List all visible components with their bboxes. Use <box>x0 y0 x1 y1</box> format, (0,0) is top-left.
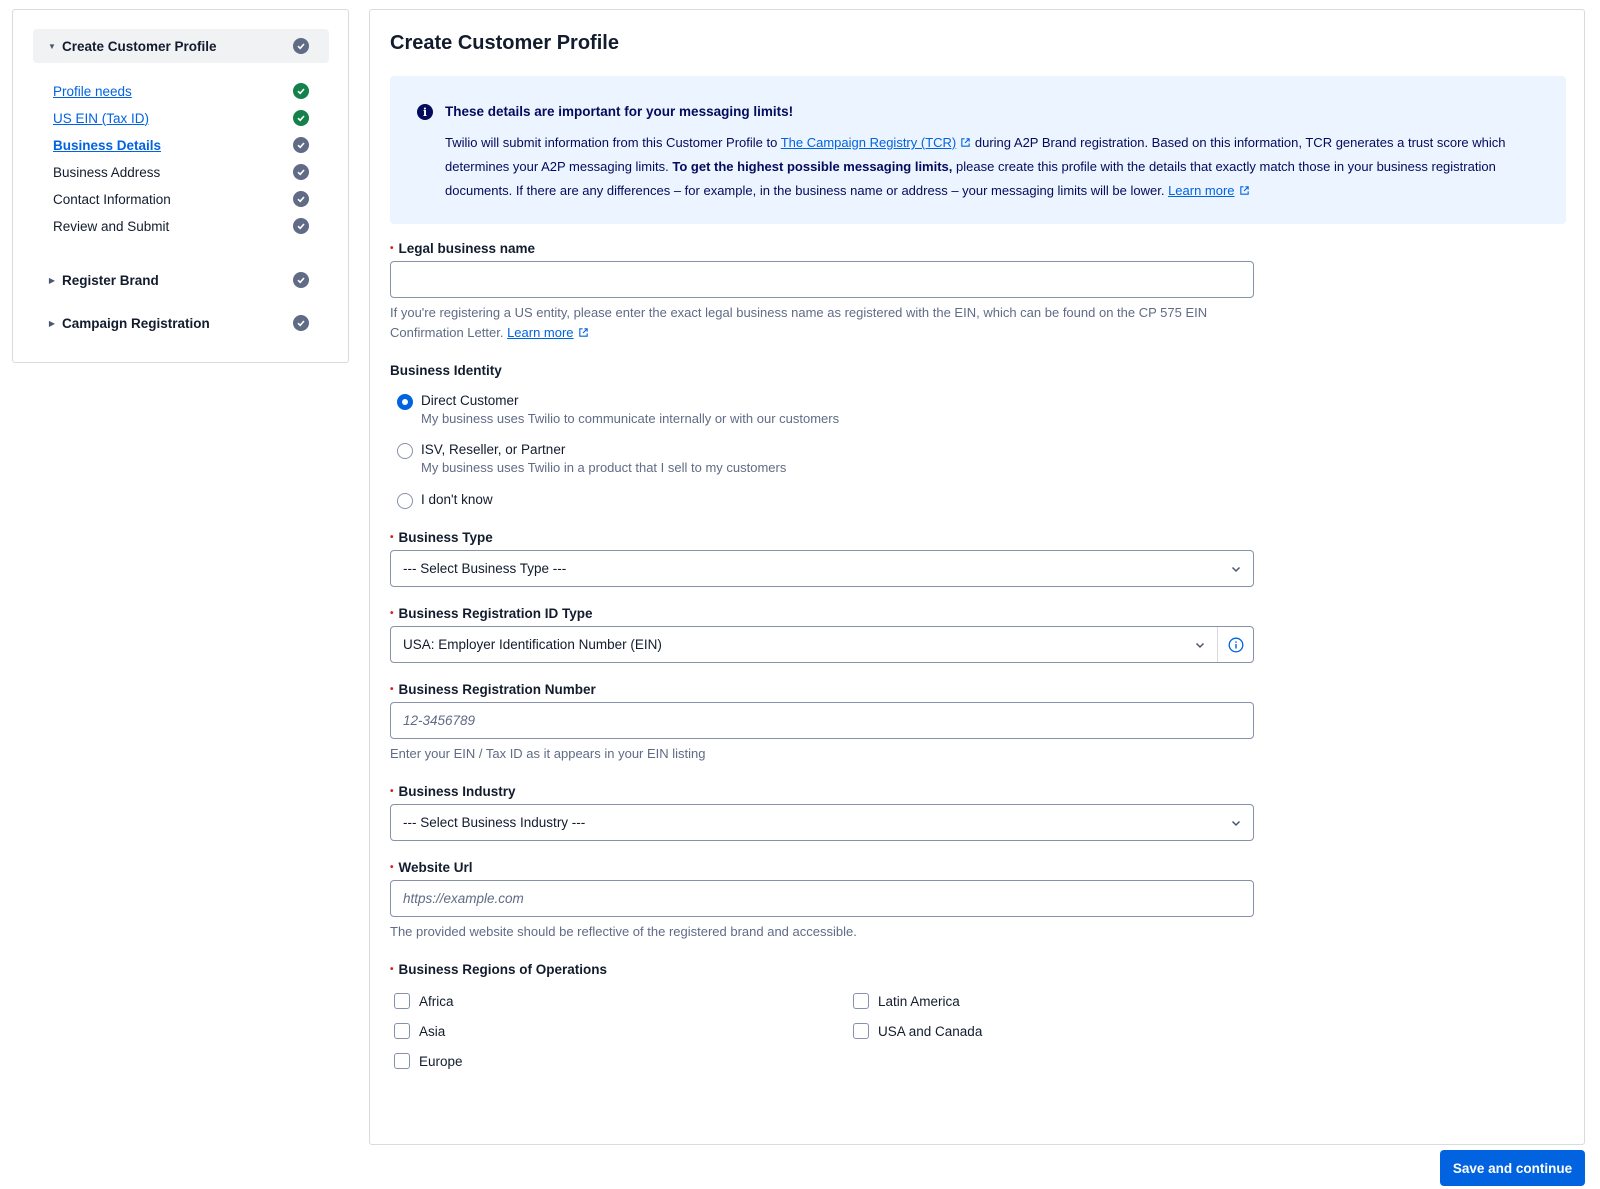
website-url-help: The provided website should be reflective of the registered brand and accessible. <box>390 924 857 939</box>
legal-name-learn-more-link[interactable]: Learn more <box>507 325 574 340</box>
checkbox-label: Africa <box>419 993 454 1009</box>
sidebar-item-us-ein[interactable]: US EIN (Tax ID) <box>53 110 150 126</box>
status-check-icon <box>293 137 309 153</box>
status-check-icon <box>293 83 309 99</box>
website-url-placeholder: https://example.com <box>403 891 524 906</box>
caret-down-icon: ▼ <box>48 41 56 51</box>
business-type-value: --- Select Business Type --- <box>403 561 567 576</box>
checkbox[interactable] <box>853 1023 869 1039</box>
checkbox[interactable] <box>394 1053 410 1069</box>
checkbox-usa-and-canada[interactable] <box>853 1023 982 1039</box>
tcr-link[interactable]: The Campaign Registry (TCR) <box>780 135 957 150</box>
sidebar-section-label: Campaign Registration <box>62 315 210 331</box>
required-marker: • <box>390 684 394 695</box>
radio-label: I don't know <box>421 492 493 507</box>
registration-id-info-button[interactable] <box>1217 627 1253 662</box>
radio-button[interactable] <box>397 493 413 509</box>
registration-number-placeholder: 12-3456789 <box>403 713 476 728</box>
sidebar-item-contact-information: Contact Information <box>53 191 171 207</box>
callout-bold-text: To get the highest possible messaging limits, <box>672 159 953 174</box>
checkbox[interactable] <box>394 1023 410 1039</box>
caret-right-icon: ▶ <box>48 275 56 285</box>
sidebar-section-label: Create Customer Profile <box>62 38 217 54</box>
business-type-select[interactable] <box>390 550 1254 587</box>
business-regions-label: • Business Regions of Operations <box>390 962 608 977</box>
save-and-continue-button[interactable]: Save and continue <box>1440 1150 1585 1186</box>
legal-business-name-label: • Legal business name <box>390 241 536 256</box>
checkbox-latin-america[interactable] <box>853 993 960 1009</box>
sidebar-item-business-address: Business Address <box>53 164 161 180</box>
status-check-icon <box>293 110 309 126</box>
messaging-limits-callout <box>390 76 1566 224</box>
business-industry-value: --- Select Business Industry --- <box>403 815 586 830</box>
registration-number-help: Enter your EIN / Tax ID as it appears in your EIN listing <box>390 746 706 761</box>
required-marker: • <box>390 608 394 619</box>
registration-id-type-label: • Business Registration ID Type <box>390 606 593 621</box>
chevron-down-icon <box>1229 562 1243 576</box>
checkbox[interactable] <box>853 993 869 1009</box>
checkbox-asia[interactable] <box>394 1023 445 1039</box>
status-check-icon <box>293 315 309 331</box>
radio-i-dont-know[interactable] <box>397 492 493 509</box>
business-industry-select[interactable] <box>390 804 1254 841</box>
checkbox-label: Asia <box>419 1023 446 1039</box>
sidebar-section-label: Register Brand <box>62 272 159 288</box>
external-link-icon <box>960 137 971 148</box>
status-check-icon <box>293 272 309 288</box>
status-check-icon <box>293 191 309 207</box>
required-marker: • <box>390 532 394 543</box>
business-type-label: • Business Type <box>390 530 493 545</box>
radio-button[interactable] <box>397 443 413 459</box>
registration-id-type-value: USA: Employer Identification Number (EIN) <box>403 637 662 652</box>
website-url-input[interactable] <box>390 880 1254 917</box>
callout-learn-more-link[interactable]: Learn more <box>1168 183 1235 198</box>
radio-button[interactable] <box>397 394 413 410</box>
legal-business-name-input[interactable] <box>390 261 1254 298</box>
legal-business-name-help: If you're registering a US entity, please enter the exact legal business name as registered with the EIN, which can be found on the CP 575 EIN Confirmation Letter. Learn more <box>390 305 1208 340</box>
checkbox-label: USA and Canada <box>878 1023 983 1039</box>
business-identity-label: Business Identity <box>390 363 502 378</box>
callout-title: These details are important for your messaging limits! <box>445 104 794 119</box>
callout-text: Twilio will submit information from this Customer Profile to <box>445 135 781 150</box>
radio-direct-customer[interactable] <box>397 393 839 426</box>
radio-description: My business uses Twilio in a product that I sell to my customers <box>421 460 787 475</box>
main-form-card <box>369 9 1585 1145</box>
sidebar-item-review-and-submit: Review and Submit <box>53 218 170 234</box>
checkbox-africa[interactable] <box>394 993 454 1009</box>
required-marker: • <box>390 243 394 254</box>
checkbox-europe[interactable] <box>394 1053 463 1069</box>
sidebar <box>12 9 349 363</box>
status-check-icon <box>293 38 309 54</box>
external-link-icon <box>578 327 589 338</box>
info-icon: i <box>417 104 433 120</box>
info-icon <box>1228 637 1244 653</box>
external-link-icon <box>1239 185 1250 196</box>
sidebar-section-create-customer-profile[interactable] <box>33 29 329 63</box>
checkbox[interactable] <box>394 993 410 1009</box>
callout-body <box>445 131 1545 203</box>
sidebar-section-register-brand[interactable] <box>33 263 329 297</box>
checkbox-label: Europe <box>419 1053 463 1069</box>
registration-number-label: • Business Registration Number <box>390 682 596 697</box>
radio-label: ISV, Reseller, or Partner <box>421 442 566 457</box>
registration-number-input[interactable] <box>390 702 1254 739</box>
status-check-icon <box>293 218 309 234</box>
callout-text: during A2P Brand registration. Based on this information, TCR generates a trust score which determines your A2P messaging limits. <box>445 135 1506 174</box>
business-industry-label: • Business Industry <box>390 784 516 799</box>
required-marker: • <box>390 786 394 797</box>
required-marker: • <box>390 964 394 975</box>
website-url-label: • Website Url <box>390 860 473 875</box>
caret-right-icon: ▶ <box>48 318 56 328</box>
chevron-down-icon <box>1229 816 1243 830</box>
sidebar-item-business-details[interactable]: Business Details <box>53 137 162 153</box>
required-marker: • <box>390 862 394 873</box>
radio-isv-reseller-partner[interactable] <box>397 442 786 475</box>
sidebar-item-profile-needs[interactable]: Profile needs <box>53 83 132 99</box>
status-check-icon <box>293 164 309 180</box>
checkbox-label: Latin America <box>878 993 960 1009</box>
radio-label: Direct Customer <box>421 393 519 408</box>
sidebar-section-campaign-registration[interactable] <box>33 306 329 340</box>
callout-text: please create this profile with the details that exactly match those in your business registration documents. If there are any differences – for example, in the business name or address – your messaging limits will be lower. <box>445 159 1496 198</box>
registration-id-type-select[interactable] <box>390 626 1254 663</box>
page-title: Create Customer Profile <box>390 32 619 54</box>
chevron-down-icon <box>1193 638 1207 652</box>
radio-description: My business uses Twilio to communicate internally or with our customers <box>421 411 840 426</box>
